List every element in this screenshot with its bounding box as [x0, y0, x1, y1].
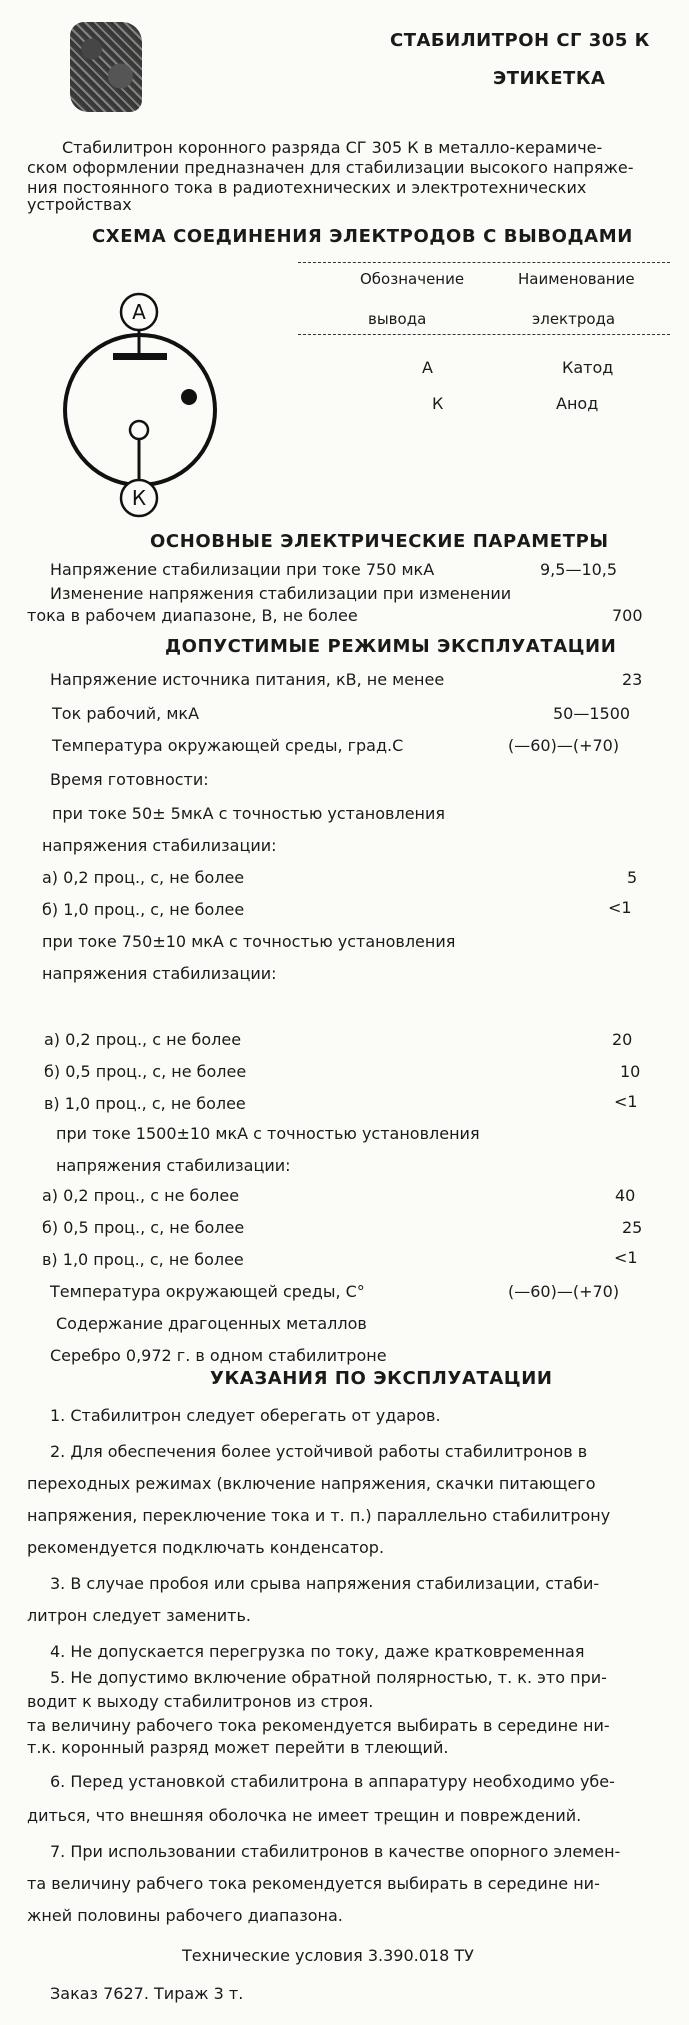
table-top-rule — [298, 262, 670, 263]
instruction-7-line: жней половины рабочего диапазона. — [27, 1906, 343, 1925]
group1-item-a: а) 0,2 проц., с, не более — [42, 868, 245, 887]
group2-item-c: в) 1,0 проц., с, не более — [44, 1094, 246, 1113]
precious-metals-label: Содержание драгоценных металлов — [56, 1314, 367, 1333]
instruction-4: 4. Не допускается перегрузка по току, даже кратковременная — [50, 1642, 585, 1661]
group2-condition: при токе 750±10 мкА с точностью установления — [42, 932, 456, 951]
group3-item-b-value: 25 — [622, 1218, 643, 1237]
intro-line: устройствах — [27, 195, 132, 214]
modes-heading: ДОПУСТИМЫЕ РЕЖИМЫ ЭКСПЛУАТАЦИИ — [165, 636, 617, 657]
group2-item-c-value: <1 — [614, 1092, 638, 1111]
pin-column-header-2: вывода — [368, 310, 427, 328]
instruction-2-line: напряжения, переключение тока и т. п.) параллельно стабилитрону — [27, 1506, 611, 1525]
group1-item-a-value: 5 — [627, 868, 638, 887]
group1-condition-2: напряжения стабилизации: — [42, 836, 277, 855]
electrode-anode-cell: Анод — [556, 394, 599, 413]
instruction-6-line: диться, что внешняя оболочка не имеет трещин и повреждений. — [27, 1806, 582, 1825]
table-header-rule — [298, 334, 670, 335]
key-dot — [181, 389, 197, 405]
intro-line: ния постоянного тока в радиотехнических и электротехнических — [27, 178, 587, 197]
instruction-2-line: рекомендуется подключать конденсатор. — [27, 1538, 385, 1557]
group1-condition: при токе 50± 5мкА с точностью установления — [52, 804, 446, 823]
print-order: Заказ 7627. Тираж 3 т. — [50, 1984, 244, 2003]
supply-voltage-label: Напряжение источника питания, кВ, не менее — [50, 670, 445, 689]
instruction-2-line: переходных режимах (включение напряжения, скачки питающего — [27, 1474, 596, 1493]
instruction-3-line: литрон следует заменить. — [27, 1606, 252, 1625]
instruction-1: 1. Стабилитрон следует оберегать от ударов. — [50, 1406, 441, 1425]
ambient-temp-label: Температура окружающей среды, град.С — [52, 736, 404, 755]
cathode-bar — [113, 353, 167, 360]
ink-stamp — [70, 22, 142, 112]
electrode-column-header: Наименование — [518, 270, 635, 288]
instruction-7-line: та величину рабчего тока рекомендуется выбирать в середине ни- — [27, 1874, 600, 1893]
param-change-label: Изменение напряжения стабилизации при изменении — [50, 584, 512, 603]
anode-circle — [130, 421, 148, 439]
param-range-label: тока в рабочем диапазоне, В, не более — [27, 606, 358, 625]
group2-item-b: б) 0,5 проц., с, не более — [44, 1062, 247, 1081]
param-range-value: 700 — [612, 606, 643, 625]
electrode-diagram — [55, 285, 245, 530]
instruction-3: 3. В случае пробоя или срыва напряжения стабилизации, стаби- — [50, 1574, 600, 1593]
electrode-column-header-2: электрода — [532, 310, 616, 328]
param-voltage-value: 9,5—10,5 — [540, 560, 618, 579]
ambient-temp2-value: (—60)—(+70) — [508, 1282, 620, 1301]
intro-line: Стабилитрон коронного разряда СГ 305 К в металло-керамиче- — [62, 138, 603, 157]
instruction-6: 6. Перед установкой стабилитрона в аппаратуру необходимо убе- — [50, 1772, 615, 1791]
group3-item-a: а) 0,2 проц., с не более — [42, 1186, 240, 1205]
instructions-heading: УКАЗАНИЯ ПО ЭКСПЛУАТАЦИИ — [210, 1368, 553, 1389]
ambient-temp2-label: Температура окружающей среды, С° — [50, 1282, 365, 1301]
group1-item-b: б) 1,0 проц., с, не более — [42, 900, 245, 919]
diagram-label-k: К — [131, 486, 147, 510]
scheme-heading: СХЕМА СОЕДИНЕНИЯ ЭЛЕКТРОДОВ С ВЫВОДАМИ — [92, 226, 633, 247]
param-voltage-label: Напряжение стабилизации при токе 750 мкА — [50, 560, 435, 579]
group2-item-a: а) 0,2 проц., с не более — [44, 1030, 242, 1049]
pin-k-cell: К — [432, 394, 444, 413]
working-current-label: Ток рабочий, мкА — [52, 704, 200, 723]
group2-item-a-value: 20 — [612, 1030, 633, 1049]
document-subtitle: ЭТИКЕТКА — [493, 68, 606, 89]
intro-line: ском оформлении предназначен для стабилизации высокого напряже- — [27, 158, 634, 177]
ready-time-label: Время готовности: — [50, 770, 209, 789]
group3-condition: при токе 1500±10 мкА с точностью установления — [56, 1124, 480, 1143]
instruction-5-line: т.к. коронный разряд может перейти в тлеющий. — [27, 1738, 449, 1757]
document-title: СТАБИЛИТРОН СГ 305 К — [390, 30, 650, 51]
pin-column-header: Обозначение — [360, 270, 465, 288]
ambient-temp-value: (—60)—(+70) — [508, 736, 620, 755]
group3-item-a-value: 40 — [615, 1186, 636, 1205]
group3-item-b: б) 0,5 проц., с, не более — [42, 1218, 245, 1237]
group3-condition-2: напряжения стабилизации: — [56, 1156, 291, 1175]
instruction-2: 2. Для обеспечения более устойчивой работы стабилитронов в — [50, 1442, 588, 1461]
diagram-label-a: А — [132, 300, 146, 324]
instruction-7: 7. При использовании стабилитронов в качестве опорного элемен- — [50, 1842, 621, 1861]
instruction-5-line: та величину рабочего тока рекомендуется выбирать в середине ни- — [27, 1716, 610, 1735]
group1-item-b-value: <1 — [608, 898, 632, 917]
group3-item-c-value: <1 — [614, 1248, 638, 1267]
working-current-value: 50—1500 — [553, 704, 631, 723]
pin-a-cell: А — [422, 358, 433, 377]
group3-item-c: в) 1,0 проц., с, не более — [42, 1250, 244, 1269]
technical-specification: Технические условия 3.390.018 ТУ — [182, 1946, 474, 1965]
instruction-5: 5. Не допустимо включение обратной полярностью, т. к. это при- — [50, 1668, 607, 1687]
params-heading: ОСНОВНЫЕ ЭЛЕКТРИЧЕСКИЕ ПАРАМЕТРЫ — [150, 531, 609, 552]
electrode-cathode-cell: Катод — [562, 358, 614, 377]
group2-item-b-value: 10 — [620, 1062, 641, 1081]
instruction-5-line: водит к выходу стабилитронов из строя. — [27, 1692, 374, 1711]
silver-content: Серебро 0,972 г. в одном стабилитроне — [50, 1346, 387, 1365]
group2-condition-2: напряжения стабилизации: — [42, 964, 277, 983]
supply-voltage-value: 23 — [622, 670, 643, 689]
